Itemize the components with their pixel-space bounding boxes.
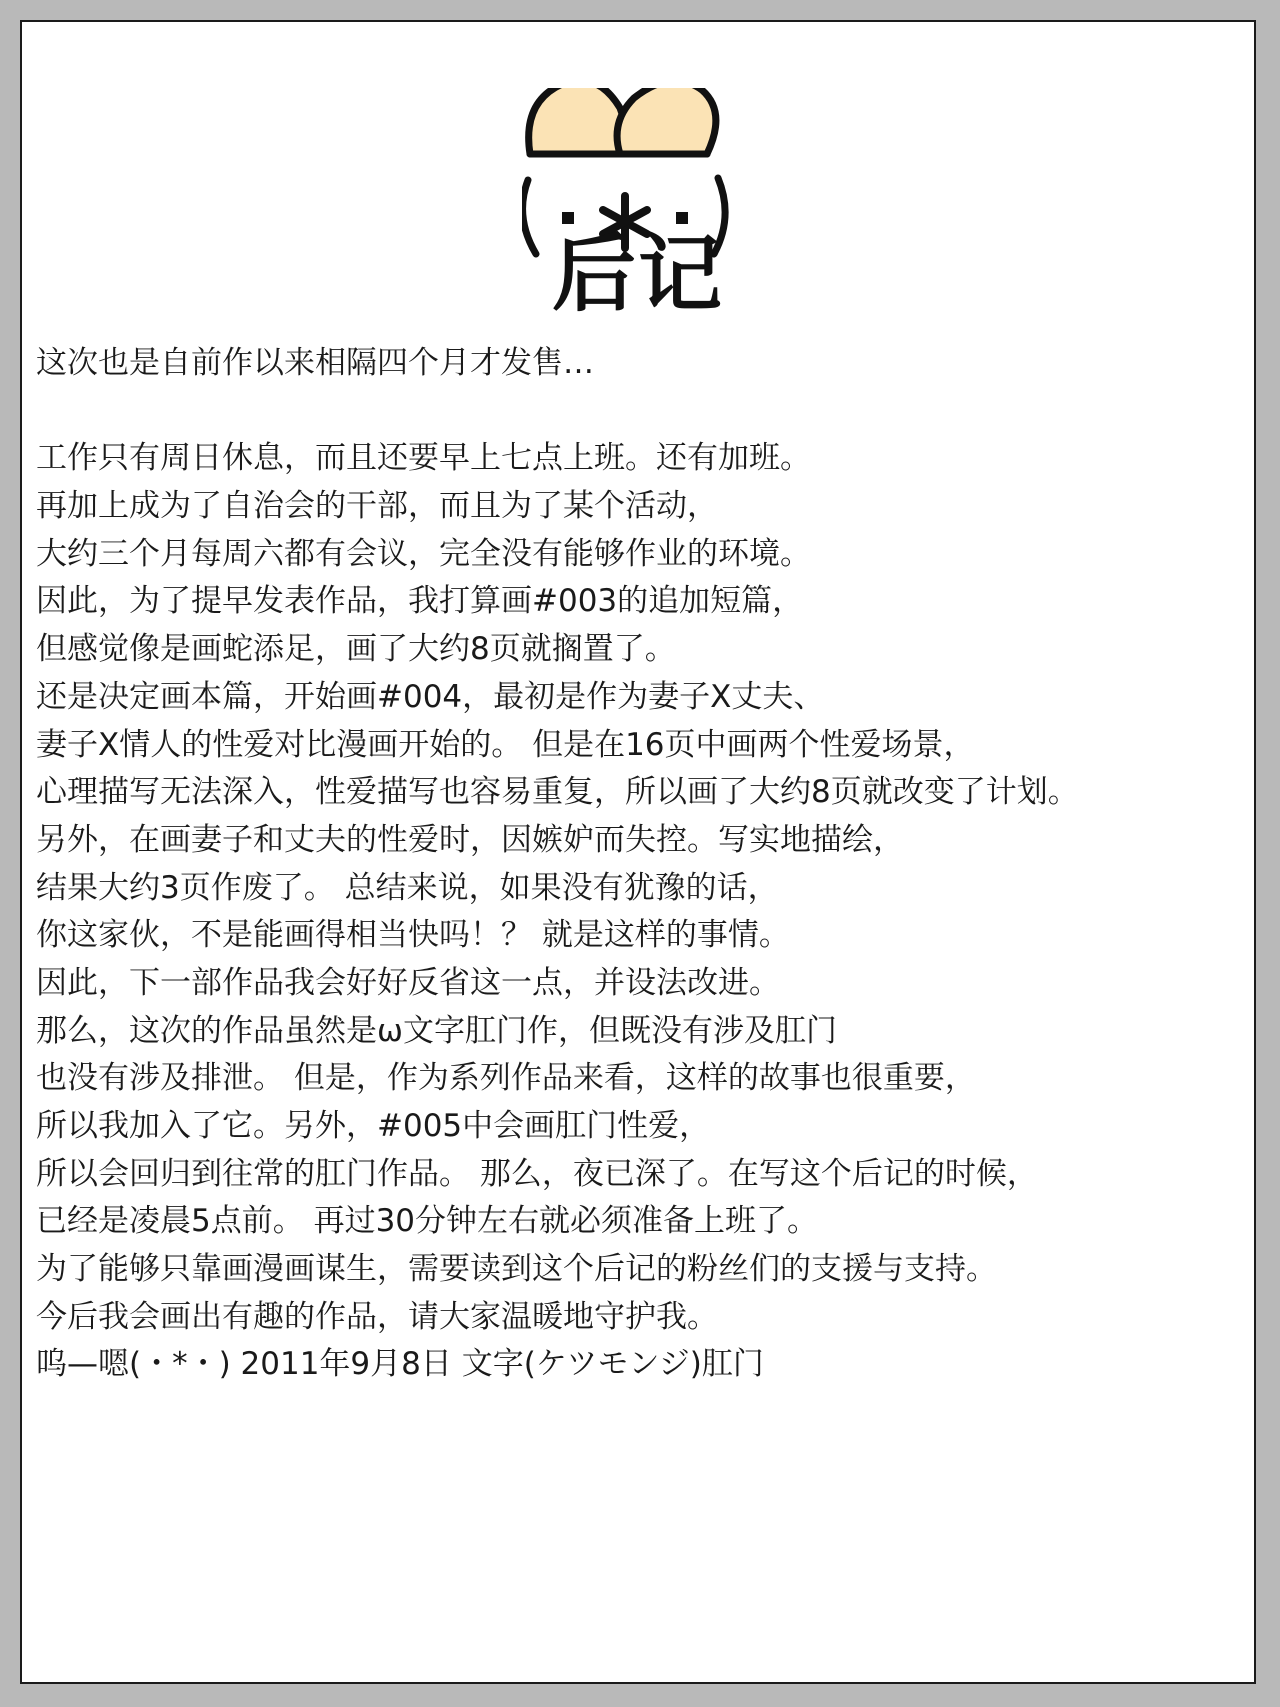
right-eye-dot <box>676 212 688 224</box>
text-line: 结果大约3页作废了。 总结来说，如果没有犹豫的话， <box>36 869 779 906</box>
text-line: 也没有涉及排泄。 但是，作为系列作品来看，这样的故事也很重要， <box>36 1060 976 1097</box>
text-line: 但感觉像是画蛇添足，画了大约8页就搁置了。 <box>36 631 676 668</box>
text-line: 那么，这次的作品虽然是ω文字肛门作，但既没有涉及肛门 <box>36 1012 837 1049</box>
afterword-page <box>20 20 1256 1684</box>
text-line: 大约三个月每周六都有会议，完全没有能够作业的环境。 <box>36 535 811 572</box>
text-line: 还是决定画本篇，开始画#004，最初是作为妻子X丈夫、 <box>36 678 825 715</box>
text-line: 因此，下一部作品我会好好反省这一点，并设法改进。 <box>36 964 780 1001</box>
text-line: 再加上成为了自治会的干部，而且为了某个活动， <box>36 488 718 525</box>
afterword-body <box>36 340 1246 1389</box>
text-line: 妻子X情人的性爱对比漫画开始的。 但是在16页中画两个性爱场景， <box>36 726 975 763</box>
page-title: 后记 <box>551 225 724 323</box>
text-line: 心理描写无法深入，性爱描写也容易重复，所以画了大约8页就改变了计划。 <box>36 774 1079 811</box>
text-line: 已经是凌晨5点前。 再过30分钟左右就必须准备上班了。 <box>36 1203 819 1240</box>
text-line: 今后我会画出有趣的作品，请大家温暖地守护我。 <box>36 1298 718 1335</box>
buttocks-shape-right <box>617 81 716 154</box>
signature-line: 呜—嗯(・*・) 2011年9月8日 文字(ケツモンジ)肛门 <box>36 1346 764 1383</box>
text-line: 所以我加入了它。另外，#005中会画肛门性爱， <box>36 1108 711 1144</box>
text-line: 工作只有周日休息，而且还要早上七点上班。还有加班。 <box>36 440 811 477</box>
text-line: 为了能够只靠画漫画谋生，需要读到这个后记的粉丝们的支援与支持。 <box>36 1251 997 1288</box>
buttocks-shape <box>529 80 625 154</box>
left-eye-dot <box>562 212 574 224</box>
text-line: 所以会回归到往常的肛门作品。 那么，夜已深了。在写这个后记的时候， <box>36 1155 1038 1192</box>
text-line: 因此，为了提早发表作品，我打算画#003的追加短篇， <box>36 583 804 620</box>
text-line: 这次也是自前作以来相隔四个月才发售… <box>36 345 594 381</box>
text-line: 你这家伙，不是能画得相当快吗！？ 就是这样的事情。 <box>36 917 790 954</box>
blank-line <box>36 388 1246 436</box>
text-line: 另外，在画妻子和丈夫的性爱时，因嫉妒而失控。写实地描绘， <box>36 821 904 858</box>
